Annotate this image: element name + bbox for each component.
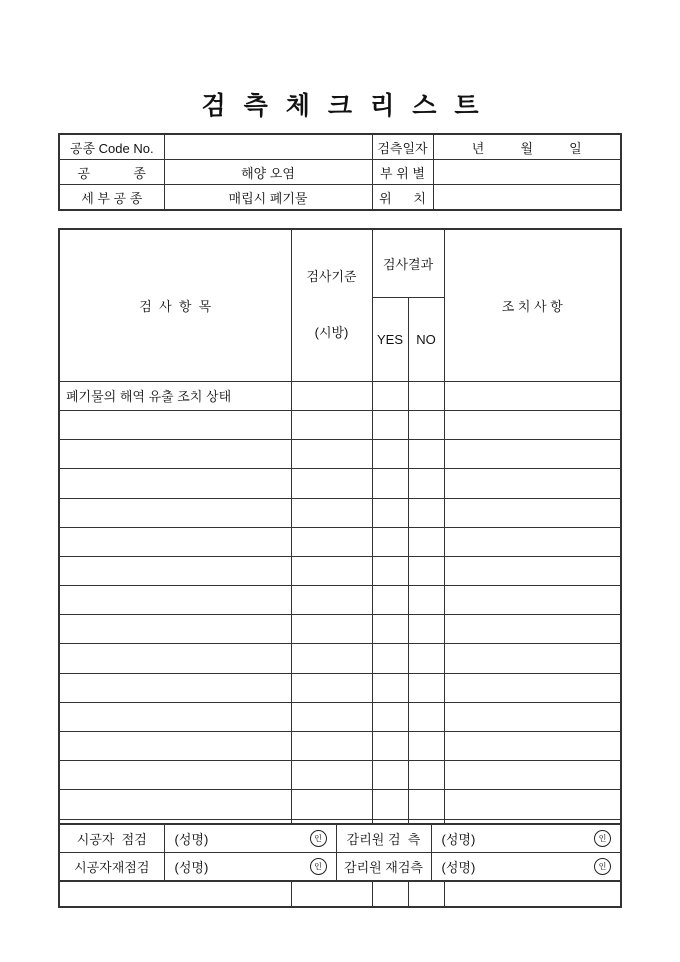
checklist-cell-standard: [291, 644, 372, 673]
signature-label-supervisor: 감리원 검 측: [336, 824, 431, 853]
checklist-row: [59, 586, 621, 615]
info-table: [58, 133, 622, 211]
info-value-part: [433, 160, 621, 185]
checklist-cell-no: [408, 615, 444, 644]
checklist-cell-action: [444, 498, 621, 527]
checklist-cell-item: 폐기물의 해역 유출 조치 상태: [59, 381, 291, 410]
checklist-cell-item: [59, 586, 291, 615]
signature-row: [59, 824, 621, 853]
checklist-cell-no: [408, 790, 444, 819]
checklist-cell-no: [408, 410, 444, 439]
checklist-cell-action: [444, 732, 621, 761]
checklist-row: [59, 381, 621, 410]
checklist-row: [59, 527, 621, 556]
checklist-cell-yes: [372, 469, 408, 498]
checklist-row: [59, 702, 621, 731]
checklist-cell-no: [408, 556, 444, 585]
checklist-cell-yes: [372, 761, 408, 790]
checklist-cell-action: [444, 586, 621, 615]
checklist-row: [59, 498, 621, 527]
info-label-work-type: 공 종: [59, 160, 164, 185]
info-label-location: 위 치: [372, 185, 433, 211]
checklist-cell-yes: [372, 410, 408, 439]
signature-label-contractor: 시공자 점검: [59, 824, 164, 853]
checklist-cell-item: [59, 790, 291, 819]
checklist-cell-no: [408, 440, 444, 469]
signature-label-supervisor: 감리원 재검측: [336, 853, 431, 882]
name-placeholder: (성명): [441, 860, 476, 875]
checklist-row: [59, 761, 621, 790]
checklist-cell-yes: [372, 498, 408, 527]
info-label-inspection-date: 검측일자: [372, 134, 433, 160]
signature-name-supervisor: [431, 853, 621, 882]
checklist-cell-no: [408, 761, 444, 790]
checklist-row: [59, 644, 621, 673]
checklist-cell-item: [59, 615, 291, 644]
checklist-cell-no: [408, 586, 444, 615]
checklist-cell-yes: [372, 790, 408, 819]
checklist-cell-action: [444, 381, 621, 410]
checklist-cell-standard: [291, 469, 372, 498]
signature-body: [59, 824, 621, 881]
checklist-cell-item: [59, 673, 291, 702]
header-inspection-result: 검사결과: [372, 229, 444, 298]
checklist-row: [59, 469, 621, 498]
name-seal-wrap: [432, 829, 621, 848]
checklist-table: [58, 228, 622, 908]
checklist-cell-action: [444, 410, 621, 439]
seal-icon: 인: [310, 858, 327, 875]
checklist-cell-standard: [291, 410, 372, 439]
checklist-cell-item: [59, 556, 291, 585]
info-value-work-type: 해양 오염: [164, 160, 372, 185]
checklist-cell-yes: [372, 673, 408, 702]
checklist-row: [59, 615, 621, 644]
checklist-cell-no: [408, 732, 444, 761]
checklist-cell-action: [444, 556, 621, 585]
checklist-cell-item: [59, 410, 291, 439]
checklist-cell-standard: [291, 732, 372, 761]
checklist-cell-action: [444, 790, 621, 819]
checklist-row: [59, 673, 621, 702]
seal-icon: 인: [594, 858, 611, 875]
checklist-cell-action: [444, 440, 621, 469]
info-value-location: [433, 185, 621, 211]
checklist-cell-yes: [372, 732, 408, 761]
checklist-cell-standard: [291, 790, 372, 819]
checklist-row: [59, 732, 621, 761]
info-row: [59, 185, 621, 211]
checklist-cell-standard: [291, 702, 372, 731]
checklist-cell-yes: [372, 556, 408, 585]
header-standard-line1: 검사기준: [306, 268, 357, 284]
checklist-cell-action: [444, 673, 621, 702]
info-value-inspection-date: 년 월 일: [433, 134, 621, 160]
checklist-cell-yes: [372, 644, 408, 673]
info-label-part: 부 위 별: [372, 160, 433, 185]
checklist-cell-no: [408, 673, 444, 702]
seal-icon: 인: [310, 830, 327, 847]
header-no: NO: [408, 298, 444, 381]
info-row: [59, 160, 621, 185]
checklist-cell-no: [408, 469, 444, 498]
header-action: 조 치 사 항: [444, 229, 621, 381]
name-placeholder: (성명): [174, 860, 209, 875]
checklist-cell-standard: [291, 440, 372, 469]
checklist-cell-item: [59, 469, 291, 498]
checklist-cell-no: [408, 527, 444, 556]
checklist-cell-yes: [372, 527, 408, 556]
checklist-row: [59, 790, 621, 819]
checklist-cell-item: [59, 644, 291, 673]
name-seal-wrap: [165, 829, 336, 848]
checklist-cell-standard: [291, 586, 372, 615]
checklist-cell-standard: [291, 673, 372, 702]
checklist-cell-item: [59, 702, 291, 731]
checklist-cell-item: [59, 498, 291, 527]
info-value-code-no: [164, 134, 372, 160]
checklist-cell-standard: [291, 761, 372, 790]
checklist-cell-yes: [372, 440, 408, 469]
info-label-detail-work: 세 부 공 종: [59, 185, 164, 211]
checklist-cell-yes: [372, 615, 408, 644]
signature-name-supervisor: [431, 824, 621, 853]
seal-icon: 인: [594, 830, 611, 847]
header-inspection-item: 검 사 항 목: [59, 229, 291, 381]
checklist-cell-yes: [372, 381, 408, 410]
info-value-detail-work: 매립시 폐기물: [164, 185, 372, 211]
checklist-cell-item: [59, 527, 291, 556]
name-seal-wrap: [165, 857, 336, 876]
checklist-row: [59, 556, 621, 585]
checklist-cell-action: [444, 615, 621, 644]
checklist-cell-action: [444, 761, 621, 790]
header-yes: YES: [372, 298, 408, 381]
checklist-cell-no: [408, 381, 444, 410]
checklist-row: [59, 410, 621, 439]
checklist-cell-standard: [291, 527, 372, 556]
checklist-row: [59, 440, 621, 469]
checklist-cell-no: [408, 702, 444, 731]
page-title: 검측체크리스트: [201, 92, 497, 120]
checklist-cell-item: [59, 732, 291, 761]
signature-name-contractor: [164, 824, 336, 853]
name-placeholder: (성명): [441, 832, 476, 847]
signature-row: [59, 853, 621, 882]
checklist-cell-standard: [291, 556, 372, 585]
checklist-header-row: [59, 229, 621, 298]
header-standard-line2: (시방): [314, 325, 349, 341]
signature-name-contractor: [164, 853, 336, 882]
checklist-cell-action: [444, 644, 621, 673]
checklist-cell-standard: [291, 381, 372, 410]
name-placeholder: (성명): [174, 832, 209, 847]
checklist-cell-no: [408, 644, 444, 673]
checklist-cell-item: [59, 440, 291, 469]
signature-label-contractor: 시공자재점검: [59, 853, 164, 882]
signature-table: [58, 823, 622, 882]
checklist-cell-standard: [291, 615, 372, 644]
info-label-code-no: 공종 Code No.: [59, 134, 164, 160]
name-seal-wrap: [432, 857, 621, 876]
checklist-cell-action: [444, 469, 621, 498]
checklist-cell-action: [444, 702, 621, 731]
checklist-cell-yes: [372, 586, 408, 615]
info-row: [59, 134, 621, 160]
header-inspection-standard: [291, 229, 372, 381]
checklist-cell-yes: [372, 702, 408, 731]
checklist-cell-action: [444, 527, 621, 556]
checklist-cell-standard: [291, 498, 372, 527]
checklist-cell-no: [408, 498, 444, 527]
checklist-cell-item: [59, 761, 291, 790]
